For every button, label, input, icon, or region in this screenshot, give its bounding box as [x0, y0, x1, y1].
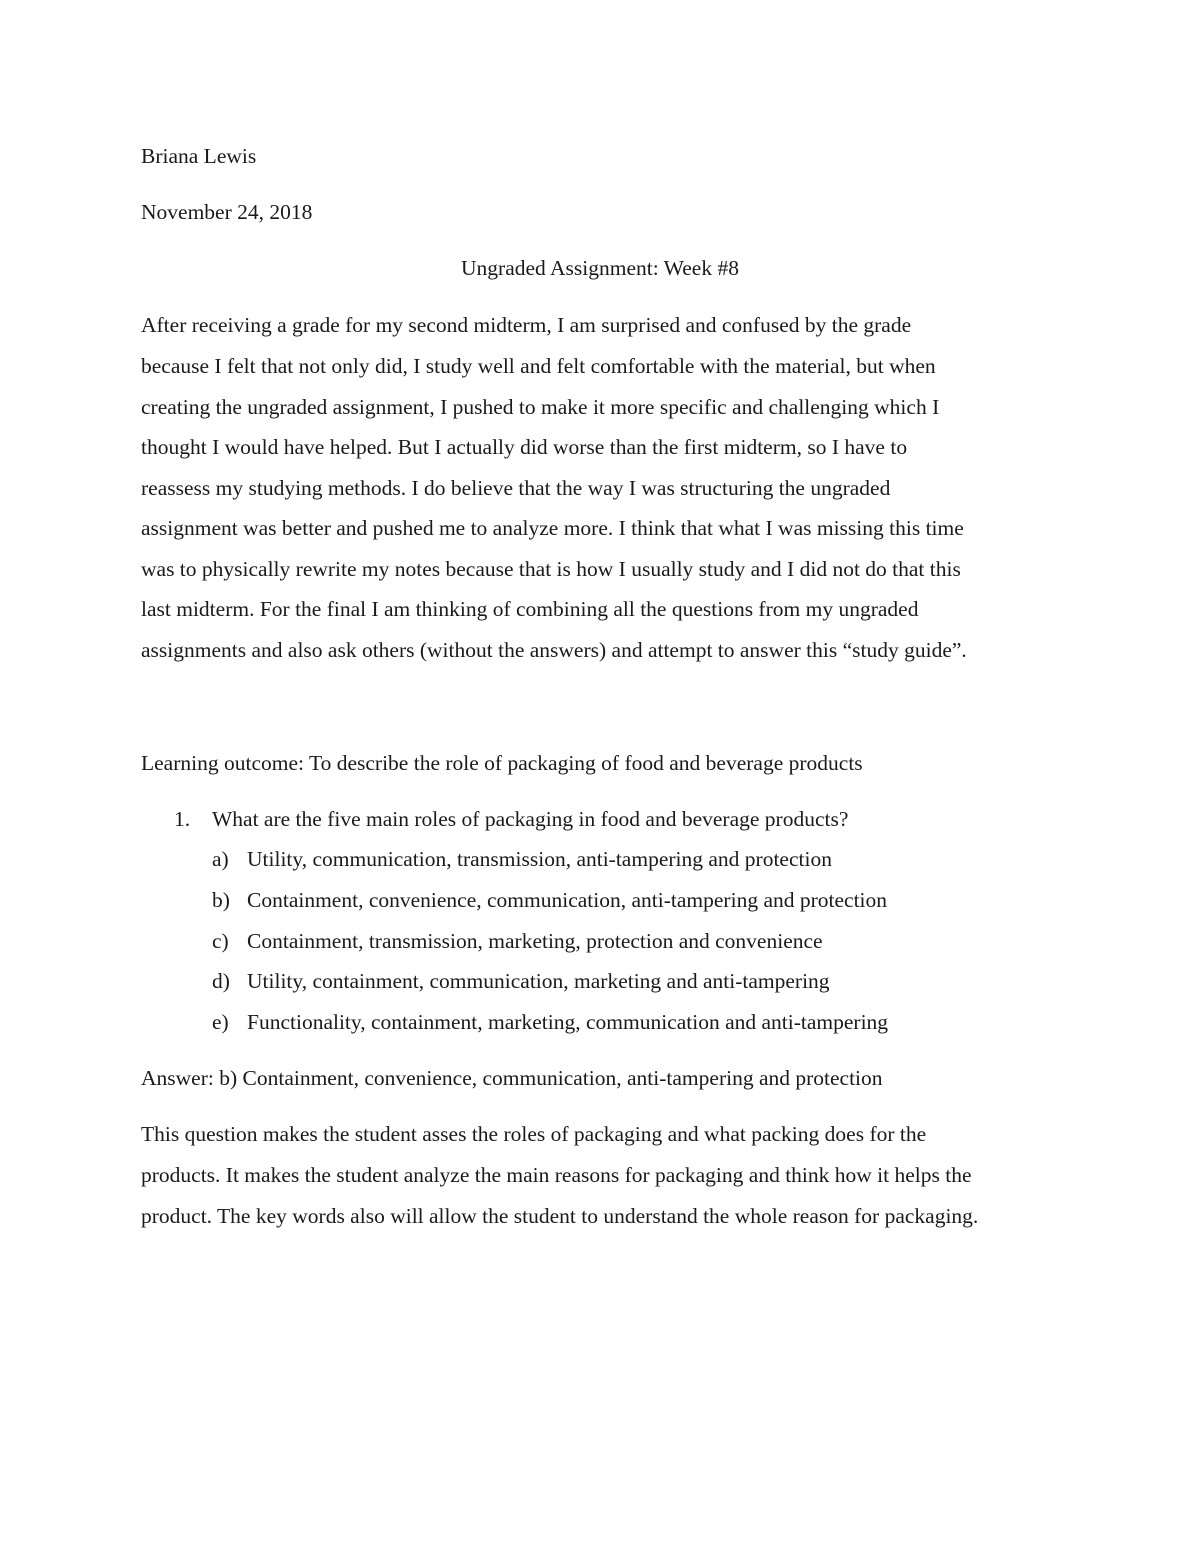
answer-line: Answer: b) Containment, convenience, communication, anti-tampering and protection: [141, 1066, 883, 1090]
option-letter: c): [212, 929, 229, 953]
document-date: November 24, 2018: [141, 200, 313, 224]
document-title: Ungraded Assignment: Week #8: [461, 256, 739, 280]
paragraph-line: thought I would have helped. But I actually did worse than the first midterm, so I have to: [141, 435, 908, 459]
paragraph-line: last midterm. For the final I am thinking of combining all the questions from my ungraded: [141, 597, 919, 621]
option-text: Containment, convenience, communication, anti-tampering and protection: [247, 888, 888, 912]
paragraph-line: assignments and also ask others (without the answers) and attempt to answer this “study guide”.: [141, 638, 967, 662]
question-text: What are the five main roles of packaging in food and beverage products?: [212, 807, 849, 831]
question-number: 1.: [174, 807, 191, 831]
option-letter: b): [212, 888, 230, 912]
paragraph-line: reassess my studying methods. I do believe that the way I was structuring the ungraded: [141, 476, 891, 500]
option-text: Utility, containment, communication, marketing and anti-tampering: [247, 969, 830, 993]
paragraph-line: product. The key words also will allow the student to understand the whole reason for packaging.: [141, 1204, 979, 1228]
paragraph-line: creating the ungraded assignment, I pushed to make it more specific and challenging which I: [141, 395, 940, 419]
option-text: Containment, transmission, marketing, protection and convenience: [247, 929, 823, 953]
option-text: Functionality, containment, marketing, communication and anti-tampering: [247, 1010, 889, 1034]
paragraph-line: This question makes the student asses the roles of packaging and what packing does for the: [141, 1122, 927, 1146]
option-letter: a): [212, 847, 229, 871]
learning-outcome: Learning outcome: To describe the role of packaging of food and beverage products: [141, 751, 863, 775]
author-name: Briana Lewis: [141, 144, 257, 168]
paragraph-line: After receiving a grade for my second midterm, I am surprised and confused by the grade: [141, 313, 912, 337]
paragraph-line: assignment was better and pushed me to analyze more. I think that what I was missing this time: [141, 516, 964, 540]
option-text: Utility, communication, transmission, anti-tampering and protection: [247, 847, 832, 871]
paragraph-line: products. It makes the student analyze the main reasons for packaging and think how it helps the: [141, 1163, 972, 1187]
paragraph-line: was to physically rewrite my notes because that is how I usually study and I did not do that this: [141, 557, 961, 581]
paragraph-line: because I felt that not only did, I study well and felt comfortable with the material, but when: [141, 354, 936, 378]
option-letter: d): [212, 969, 230, 993]
option-letter: e): [212, 1010, 229, 1034]
